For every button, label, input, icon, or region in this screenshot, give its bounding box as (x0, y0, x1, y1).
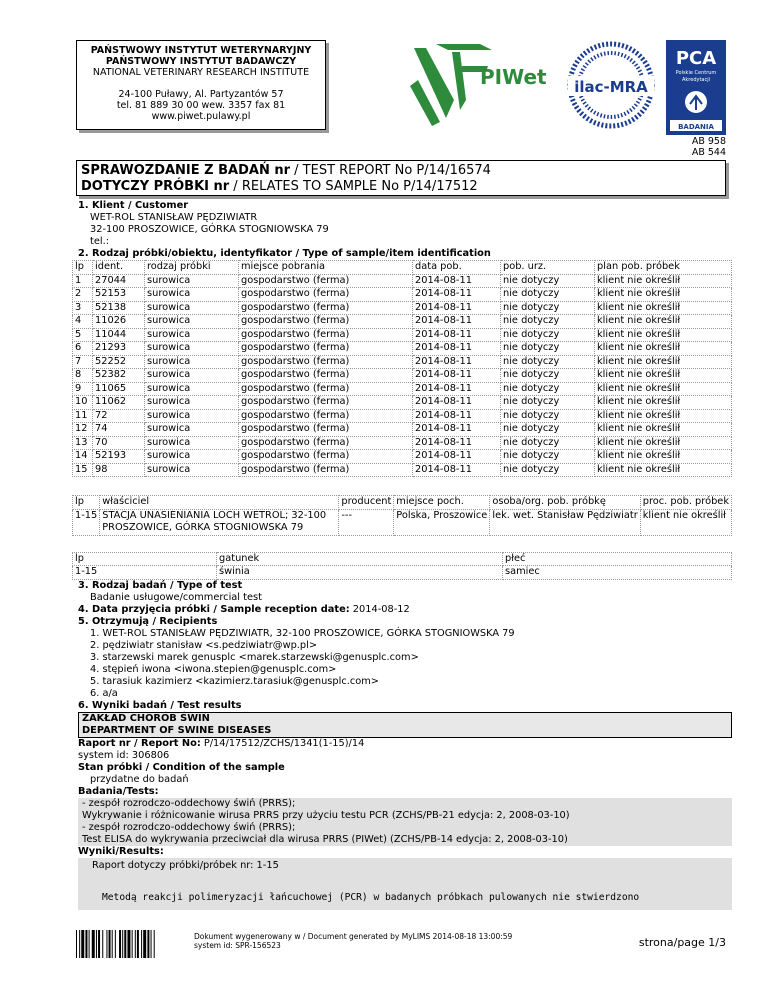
table-cell: gatunek (217, 552, 503, 566)
table-cell: 7 (73, 355, 93, 369)
institute-name-pl-1: PAŃSTWOWY INSTYTUT WETERYNARYJNY (90, 45, 312, 56)
table-cell: 72 (93, 409, 145, 423)
list-item: Wykrywanie i różnicowanie wirusa PRRS przy użyciu testu PCR (ZCHS/PB-21 edycja: 2, 2008-03-10) (82, 809, 570, 821)
report-system-id: system id: 306806 (78, 749, 170, 761)
institute-www: www.piwet.pulawy.pl (151, 111, 251, 122)
list-item: - zespół rozrodczo-oddechowy świń (PRRS); (82, 821, 296, 833)
table-row (73, 436, 732, 450)
table-cell: lp (73, 496, 100, 510)
pca-logo-text: PCA (675, 48, 717, 69)
tests-label: Badania/Tests: (78, 785, 159, 797)
table-cell: surowica (145, 342, 239, 356)
table-cell: surowica (145, 409, 239, 423)
table-cell: pob. urz. (501, 261, 595, 275)
table-cell: 14 (73, 450, 93, 464)
institute-phone: tel. 81 889 30 00 wew. 3357 fax 81 (116, 100, 286, 111)
table-cell: gospodarstwo (ferma) (239, 409, 413, 423)
table-cell: lek. wet. Stanisław Pędziwiatr (490, 509, 640, 535)
table-cell: 74 (93, 423, 145, 437)
table-cell: gospodarstwo (ferma) (239, 450, 413, 464)
table-header-row (73, 261, 732, 275)
table-cell: 11065 (93, 382, 145, 396)
accreditation-2: AB 544 (691, 147, 726, 158)
table-row (73, 382, 732, 396)
table-cell: surowica (145, 369, 239, 383)
table-cell: gospodarstwo (ferma) (239, 436, 413, 450)
barcode-bar (151, 930, 152, 958)
table-cell: 3 (73, 301, 93, 315)
barcode-bar (135, 930, 136, 958)
table-cell: klient nie określił (595, 382, 732, 396)
table-cell: STACJA UNASIENIANIA LOCH WETROL; 32-100 PROSZOWICE, GÓRKA STOGNIOWSKA 79 (100, 509, 339, 535)
table-cell: nie dotyczy (501, 396, 595, 410)
table-cell: osoba/org. pob. próbkę (490, 496, 640, 510)
department-en: DEPARTMENT OF SWINE DISEASES (82, 724, 272, 736)
page-number: strona/page 1/3 (638, 936, 726, 949)
ilac-mra-logo (566, 40, 656, 130)
results-label: Wyniki/Results: (78, 845, 164, 857)
table-cell: plan pob. próbek (595, 261, 732, 275)
customer-tel: tel.: (90, 236, 110, 247)
table-row (73, 509, 732, 535)
table-cell: 98 (93, 463, 145, 477)
barcode-bar (102, 930, 103, 958)
table-row (73, 315, 732, 329)
table-cell: 2014-08-11 (413, 315, 501, 329)
table-cell: gospodarstwo (ferma) (239, 328, 413, 342)
section4-line: 4. Data przyjęcia próbki / Sample reception date: 2014-08-12 (78, 603, 410, 615)
owner-table (72, 495, 732, 536)
barcode-bar (141, 930, 142, 958)
table-cell: gospodarstwo (ferma) (239, 463, 413, 477)
table-cell: 2014-08-11 (413, 355, 501, 369)
pca-logo-sub2: Akredytacji (681, 77, 711, 83)
table-cell: właściciel (100, 496, 339, 510)
table-cell: 52153 (93, 288, 145, 302)
table-cell: 11 (73, 409, 93, 423)
table-cell: 1-15 (73, 509, 100, 535)
table-cell: 2014-08-11 (413, 450, 501, 464)
table-cell: 27044 (93, 274, 145, 288)
table-cell: gospodarstwo (ferma) (239, 288, 413, 302)
table-cell: 11026 (93, 315, 145, 329)
table-cell: surowica (145, 450, 239, 464)
table-row (73, 450, 732, 464)
table-cell: gospodarstwo (ferma) (239, 274, 413, 288)
institute-name-en: NATIONAL VETERINARY RESEARCH INSTITUTE (92, 67, 310, 78)
table-cell: nie dotyczy (501, 436, 595, 450)
table-cell: płeć (503, 552, 732, 566)
barcode-bar (143, 930, 146, 958)
section3-heading: 3. Rodzaj badań / Type of test (78, 579, 243, 591)
tests-list (78, 798, 732, 846)
table-cell: data pob. (413, 261, 501, 275)
table-row (73, 423, 732, 437)
condition-value: przydatne do badań (90, 773, 189, 785)
table-cell: klient nie określił (595, 396, 732, 410)
table-cell: 1 (73, 274, 93, 288)
table-cell: 52382 (93, 369, 145, 383)
table-cell: 52252 (93, 355, 145, 369)
table-row (73, 274, 732, 288)
table-cell: 8 (73, 369, 93, 383)
samples-table (72, 260, 732, 477)
table-cell: nie dotyczy (501, 274, 595, 288)
table-row (73, 396, 732, 410)
barcode-bar (106, 930, 107, 958)
table-cell: 70 (93, 436, 145, 450)
table-cell: gospodarstwo (ferma) (239, 382, 413, 396)
report-title-line2: DOTYCZY PRÓBKI nr / RELATES TO SAMPLE No P/14/17512 (81, 179, 478, 194)
table-row (73, 369, 732, 383)
table-cell: 2014-08-11 (413, 328, 501, 342)
table-cell: gospodarstwo (ferma) (239, 342, 413, 356)
table-cell: 2014-08-11 (413, 436, 501, 450)
barcode-bar (79, 930, 80, 958)
barcode-bar (98, 930, 100, 958)
table-cell: klient nie określił (595, 355, 732, 369)
customer-address: 32-100 PROSZOWICE, GÓRKA STOGNIOWSKA 79 (90, 224, 329, 235)
barcode-bar (127, 930, 130, 958)
section5-heading: 5. Otrzymują / Recipients (78, 615, 218, 627)
footer-generated-info (194, 932, 512, 950)
table-cell: nie dotyczy (501, 409, 595, 423)
table-cell: rodzaj próbki (145, 261, 239, 275)
table-cell: samiec (503, 566, 732, 580)
table-cell: 2 (73, 288, 93, 302)
table-cell: nie dotyczy (501, 382, 595, 396)
piwet-logo-text: PIWet (480, 65, 547, 89)
table-cell: surowica (145, 355, 239, 369)
table-cell: surowica (145, 315, 239, 329)
barcode (76, 930, 186, 958)
barcode-bar (119, 930, 121, 958)
report-title-line1: SPRAWOZDANIE Z BADAŃ nr / TEST REPORT No P/14/16574 (81, 163, 491, 178)
table-cell: klient nie określił (595, 450, 732, 464)
table-cell: klient nie określił (595, 436, 732, 450)
table-cell: nie dotyczy (501, 450, 595, 464)
table-cell: surowica (145, 423, 239, 437)
table-cell: 11062 (93, 396, 145, 410)
barcode-bar (81, 930, 84, 958)
table-cell: nie dotyczy (501, 355, 595, 369)
table-row (73, 328, 732, 342)
list-item: 6. a/a (90, 687, 118, 699)
table-cell: 2014-08-11 (413, 409, 501, 423)
table-cell: 9 (73, 382, 93, 396)
results-box (78, 858, 732, 910)
customer-name: WET-ROL STANISŁAW PĘDZIWIATR (90, 212, 258, 223)
barcode-bar (112, 930, 113, 958)
report-content (72, 200, 732, 910)
table-cell: 2014-08-11 (413, 301, 501, 315)
table-cell: surowica (145, 328, 239, 342)
list-item: 2. pędziwiatr stanisław <s.pedziwiatr@wp.pl> (90, 639, 318, 651)
barcode-bar (109, 930, 111, 958)
table-cell: surowica (145, 382, 239, 396)
table-cell: gospodarstwo (ferma) (239, 355, 413, 369)
table-cell: gospodarstwo (ferma) (239, 396, 413, 410)
list-item: 3. starzewski marek genusplc <marek.starzewski@genusplc.com> (90, 651, 419, 663)
table-cell: gospodarstwo (ferma) (239, 301, 413, 315)
table-cell: klient nie określił (595, 274, 732, 288)
results-line1: Raport dotyczy próbki/próbek nr: 1-15 (92, 859, 279, 871)
table-cell: ident. (93, 261, 145, 275)
table-cell: 5 (73, 328, 93, 342)
list-item: - zespół rozrodczo-oddechowy świń (PRRS); (82, 797, 296, 809)
table-cell: 4 (73, 315, 93, 329)
table-cell: producent (339, 496, 394, 510)
table-cell: gospodarstwo (ferma) (239, 315, 413, 329)
barcode-bar (132, 930, 133, 958)
section2-heading: 2. Rodzaj próbki/obiektu, identyfikator / Type of sample/item identification (78, 248, 491, 259)
table-row (73, 301, 732, 315)
accreditation-1: AB 958 (691, 136, 726, 147)
table-cell: klient nie określił (595, 463, 732, 477)
table-cell: surowica (145, 463, 239, 477)
pca-logo (666, 40, 726, 135)
table-cell: nie dotyczy (501, 328, 595, 342)
table-cell: miejsce poch. (394, 496, 490, 510)
table-cell: surowica (145, 301, 239, 315)
table-cell: 1-15 (73, 566, 217, 580)
table-cell: nie dotyczy (501, 301, 595, 315)
table-cell: klient nie określił (595, 423, 732, 437)
results-line2: Metodą reakcji polimeryzacji łańcuchowej (PCR) w badanych próbkach pulowanych nie stwierdzono (102, 891, 640, 903)
table-cell: klient nie określił (595, 409, 732, 423)
table-cell: nie dotyczy (501, 315, 595, 329)
ilac-logo-text: ilac-MRA (574, 78, 648, 96)
table-cell: 52138 (93, 301, 145, 315)
table-cell: 11044 (93, 328, 145, 342)
table-cell: gospodarstwo (ferma) (239, 369, 413, 383)
department-pl: ZAKŁAD CHORÓB ŚWIŃ (82, 712, 210, 724)
table-row (73, 566, 732, 580)
table-header-row (73, 552, 732, 566)
barcode-bar (124, 930, 126, 958)
table-cell: nie dotyczy (501, 369, 595, 383)
accreditation-numbers (676, 136, 726, 158)
institute-name-pl-2: PAŃSTWOWY INSTYTUT BADAWCZY (105, 56, 297, 67)
barcode-bar (92, 930, 95, 958)
table-cell: 10 (73, 396, 93, 410)
table-cell: 52193 (93, 450, 145, 464)
table-cell: proc. pob. próbek (640, 496, 731, 510)
table-cell: klient nie określił (595, 342, 732, 356)
table-cell: nie dotyczy (501, 463, 595, 477)
institute-box (76, 40, 326, 130)
table-row (73, 355, 732, 369)
table-cell: świnia (217, 566, 503, 580)
barcode-bar (89, 930, 90, 958)
table-cell: miejsce pobrania (239, 261, 413, 275)
table-cell: 21293 (93, 342, 145, 356)
list-item: 4. stępień iwona <iwona.stepien@genusplc.com> (90, 663, 337, 675)
table-cell: 2014-08-11 (413, 382, 501, 396)
table-cell: --- (339, 509, 394, 535)
report-number-line: Raport nr / Report No: P/14/17512/ZCHS/1341(1-15)/14 (78, 737, 365, 749)
table-cell: 2014-08-11 (413, 288, 501, 302)
table-cell: lp (73, 552, 217, 566)
table-row (73, 342, 732, 356)
table-cell: klient nie określił (640, 509, 731, 535)
barcode-bar (122, 930, 123, 958)
pca-logo-sub1: Polskie Centrum (675, 70, 717, 76)
condition-label: Stan próbki / Condition of the sample (78, 761, 285, 773)
department-box (78, 712, 732, 738)
report-title-box (76, 160, 726, 196)
section1-heading: 1. Klient / Customer (78, 200, 189, 211)
institute-address: 24-100 Puławy, Al. Partyzantów 57 (118, 89, 284, 100)
table-cell: nie dotyczy (501, 288, 595, 302)
barcode-bar (115, 930, 116, 958)
table-cell: nie dotyczy (501, 423, 595, 437)
barcode-bar (147, 930, 149, 958)
table-cell: klient nie określił (595, 288, 732, 302)
test-type: Badanie usługowe/commercial test (90, 591, 262, 603)
barcode-bar (137, 930, 139, 958)
barcode-bar (76, 930, 77, 958)
list-item: 1. WET-ROL STANISŁAW PĘDZIWIATR, 32-100 PROSZOWICE, GÓRKA STOGNIOWSKA 79 (90, 627, 515, 639)
table-cell: surowica (145, 274, 239, 288)
barcode-bar (85, 930, 87, 958)
table-cell: klient nie określił (595, 301, 732, 315)
table-cell: 2014-08-11 (413, 396, 501, 410)
page-footer (76, 928, 726, 964)
table-cell: klient nie określił (595, 328, 732, 342)
table-row (73, 463, 732, 477)
footer-system-id: system id: SPR-156523 (194, 941, 281, 950)
table-cell: klient nie określił (595, 315, 732, 329)
table-cell: 13 (73, 436, 93, 450)
table-row (73, 288, 732, 302)
table-cell: 6 (73, 342, 93, 356)
list-item: 5. tarasiuk kazimierz <kazimierz.tarasiuk@genusplc.com> (90, 675, 379, 687)
table-row (73, 409, 732, 423)
table-cell: nie dotyczy (501, 342, 595, 356)
barcode-bar (96, 930, 97, 958)
recipients-list (72, 628, 732, 700)
table-cell: 2014-08-11 (413, 342, 501, 356)
table-cell: surowica (145, 436, 239, 450)
section6-heading: 6. Wyniki badań / Test results (78, 699, 242, 711)
pca-badania-text: BADANIA (678, 123, 714, 131)
table-cell: 12 (73, 423, 93, 437)
table-cell: 2014-08-11 (413, 369, 501, 383)
table-cell: 2014-08-11 (413, 423, 501, 437)
table-cell: 2014-08-11 (413, 274, 501, 288)
barcode-bar (154, 930, 155, 958)
table-cell: lp (73, 261, 93, 275)
table-cell: Polska, Proszowice (394, 509, 490, 535)
list-item: Test ELISA do wykrywania przeciwciał dla wirusa PRRS (PIWet) (ZCHS/PB-14 edycja: 2, 2008-03-10) (82, 833, 568, 845)
table-cell: klient nie określił (595, 369, 732, 383)
table-header-row (73, 496, 732, 510)
table-cell: surowica (145, 288, 239, 302)
generated-by: Dokument wygenerowany w / Document generated by MyLIMS 2014-08-18 13:00:59 (194, 932, 513, 941)
table-cell: 2014-08-11 (413, 463, 501, 477)
table-cell: 15 (73, 463, 93, 477)
table-cell: surowica (145, 396, 239, 410)
table-cell: gospodarstwo (ferma) (239, 423, 413, 437)
piwet-logo (396, 40, 551, 130)
species-table (72, 552, 732, 580)
